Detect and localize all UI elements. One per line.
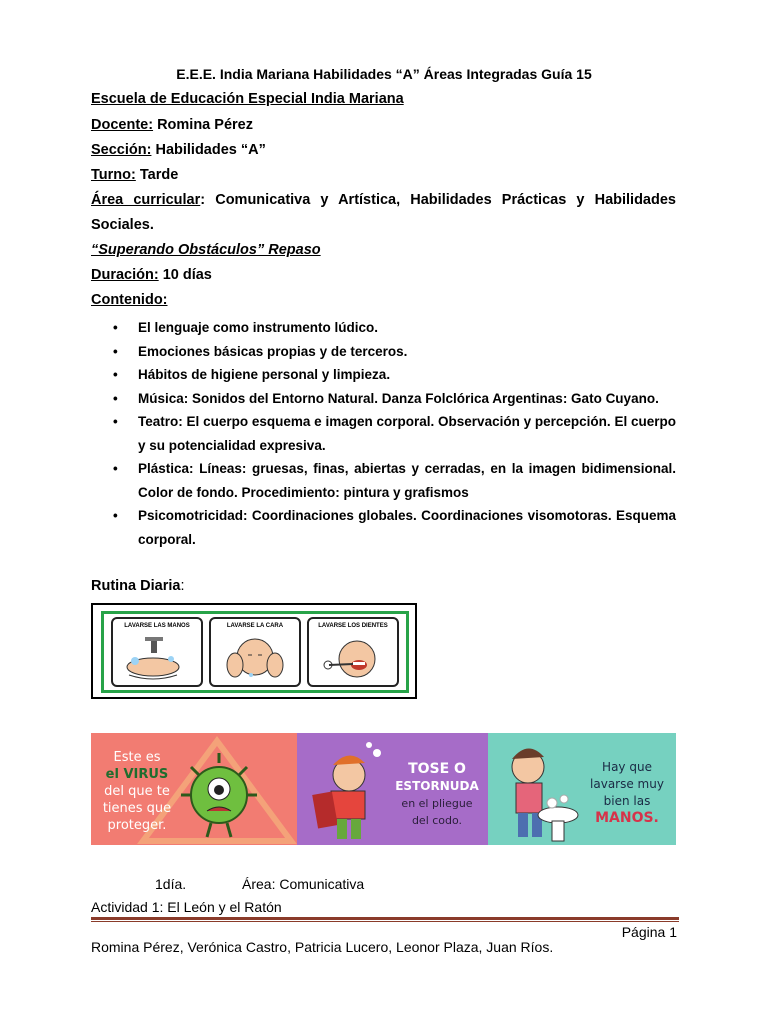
virus-text: Este es el VIRUS del que te tienes que proteger. <box>102 750 172 833</box>
topic-title: “Superando Obstáculos” Repaso <box>91 242 321 258</box>
brush-teeth-card: LAVARSE LOS DIENTES <box>307 617 399 687</box>
duracion-value: 10 días <box>158 267 212 283</box>
hands-text: Hay que lavarse muy bien las MANOS. <box>590 760 664 826</box>
list-item: • El lenguaje como instrumento lúdico. <box>113 320 379 335</box>
list-item: • Psicomotricidad: Coordinaciones globales. Coordinaciones visomotoras. Esquema corporal. <box>113 508 676 547</box>
area-curricular <box>91 188 676 238</box>
turno-label: Turno: <box>91 167 136 183</box>
wash-hands-icon <box>113 631 201 687</box>
wash-face-card: LAVARSE LA CARA <box>209 617 301 687</box>
activity-line: Actividad 1: El León y el Ratón <box>91 899 282 915</box>
list-item: • Teatro: El cuerpo esquema e imagen corporal. Observación y percepción. El cuerpo y su potencialidad expresiva. <box>113 414 676 453</box>
page-number: Página 1 <box>621 924 677 940</box>
rutina-diaria-label: Rutina Diaria: <box>91 578 185 594</box>
turno-value: Tarde <box>135 167 179 183</box>
seccion-line <box>91 142 266 158</box>
hygiene-banner <box>91 733 676 845</box>
sneeze-panel <box>297 733 488 845</box>
turno-line <box>91 167 178 183</box>
area-value: : Comunicativa y Artística, Habilidades Prácticas y Habilidades Sociales. <box>91 192 676 233</box>
duracion-label: Duración: <box>91 267 159 283</box>
docente-value: Romina Pérez <box>153 117 253 133</box>
contenido-list <box>91 316 676 551</box>
list-item: • Plástica: Líneas: gruesas, finas, abiertas y cerradas, en la imagen bidimensional. Color de fondo. Procedimiento: pintura y grafismos <box>113 461 676 500</box>
routine-image <box>91 603 417 699</box>
area-label: Área curricular <box>91 192 201 208</box>
school-name: Escuela de Educación Especial India Mariana <box>91 91 404 107</box>
docente-label: Docente: <box>91 117 154 133</box>
document-header: E.E.E. India Mariana Habilidades “A” Áreas Integradas Guía 15 <box>176 66 592 82</box>
wash-face-icon <box>211 631 299 687</box>
hands-panel <box>488 733 676 845</box>
seccion-label: Sección: <box>91 142 152 158</box>
docente-line <box>91 117 253 133</box>
list-item: • Hábitos de higiene personal y limpieza. <box>113 367 391 382</box>
wash-hands-card: LAVARSE LAS MANOS <box>111 617 203 687</box>
footer-divider-thin <box>91 921 679 922</box>
virus-panel <box>91 733 297 845</box>
day-line: 1día. Área: Comunicativa <box>155 876 365 892</box>
list-item: • Emociones básicas propias y de terceros. <box>113 343 408 359</box>
contenido-label: Contenido: <box>91 292 168 308</box>
footer-divider <box>91 917 679 920</box>
sneeze-text: TOSE O ESTORNUDA en el pliegue del codo. <box>395 761 479 827</box>
authors-line: Romina Pérez, Verónica Castro, Patricia Lucero, Leonor Plaza, Juan Ríos. <box>91 939 554 955</box>
brush-teeth-icon <box>309 631 397 687</box>
seccion-value: Habilidades “A” <box>151 142 266 158</box>
duracion-line <box>91 267 212 283</box>
list-item: • Música: Sonidos del Entorno Natural. Danza Folclórica Argentinas: Gato Cuyano. <box>113 390 659 406</box>
